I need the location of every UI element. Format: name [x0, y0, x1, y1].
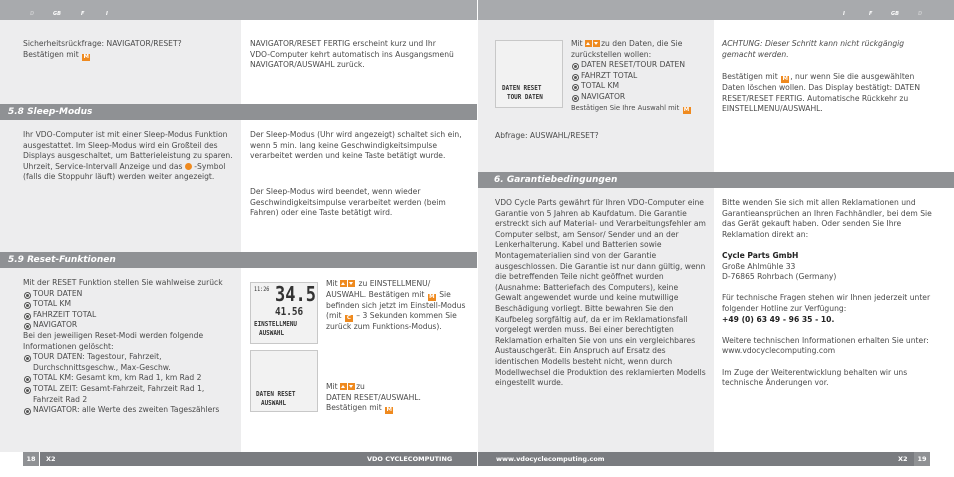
instr-text: Bestätigen mit [326, 403, 382, 413]
lcd-line2: TOUR DATEN [507, 93, 543, 101]
p18-reset-list2 [23, 352, 235, 416]
lang-d-left: D [30, 11, 35, 17]
footer-bar-left [40, 452, 477, 466]
p18-col2-top: NAVIGATOR/RESET FERTIG erscheint kurz und Ihr VDO-Computer kehrt automatisch ins Ausgangsmenü NAVIGATOR/AUSWAHL zurück. [250, 39, 454, 70]
top-bar-left [0, 0, 477, 20]
lang-i-left: I [106, 11, 108, 17]
lcd-line1: EINSTELLMENU [254, 320, 297, 328]
footer-web: www.vdocyclecomputing.com [496, 455, 605, 463]
list-item: TOTAL KM: Gesamt km, km Rad 1, km Rad 2 [23, 373, 235, 384]
lang-f-left: F [81, 11, 85, 17]
panel-left-top [0, 20, 241, 104]
section-title-warranty: 6. Garantiebedingungen [478, 172, 954, 188]
hotline-intro: Für technische Fragen stehen wir Ihnen jederzeit unter folgender Hotline zur Verfügung: [722, 293, 931, 313]
p19-confirm2 [722, 72, 934, 115]
page-number-left: 18 [23, 452, 39, 466]
p18-confirm-label: Bestätigen mit [23, 49, 79, 59]
instr-text: Bestätigen mit [722, 72, 778, 81]
lcd-line1: DATEN RESET [256, 390, 296, 398]
p18-sleep-right-2: Der Sleep-Modus wird beendet, wenn wieder Geschwindigkeitsimpulse verarbeitet werden (beim Fahren) oder eine Taste betätigt wird. [250, 187, 446, 218]
p19-contact [722, 198, 934, 389]
p18-sleep-left-text2: -Symbol (falls die Stoppuhr läuft) werden weiter angezeigt. [23, 161, 226, 182]
instr-text: – 3 Sekunden kommen Sie zurück zum Funktions-Modus). [326, 311, 457, 332]
list-item: TOUR DATEN [23, 289, 235, 300]
lang-f-right: F [869, 11, 873, 17]
contact-intro: Bitte wenden Sie sich mit allen Reklamationen und Garantieansprüchen an Ihren Fachhändler, bei dem Sie das Gerät gekauft haben. Oder senden Sie Ihre Reklamation direkt an: [722, 198, 932, 239]
lcd-display-reset [250, 350, 318, 412]
lcd-distance: 41.56 [275, 305, 304, 318]
p18-reset-intro: Mit der RESET Funktion stellen Sie wahlweise zurück [23, 278, 223, 287]
page-number-right: 19 [914, 452, 930, 466]
list-item: TOTAL ZEIT: Gesamt-Fahrzeit, Fahrzeit Rad 1, Fahrzeit Rad 2 [23, 384, 235, 405]
stopwatch-icon [185, 163, 192, 170]
instr-text: Mit [571, 39, 583, 48]
up-arrow-icon [340, 280, 347, 287]
p18-reset-mid: Bei den jeweiligen Reset-Modi werden folgende Informationen gelöscht: [23, 330, 204, 351]
instr-text: Mit [326, 279, 338, 288]
p18-instr-1 [326, 279, 466, 333]
p18-reset-left [23, 278, 235, 416]
instr-text: , nur wenn Sie die ausgewählten Daten löschen wollen. Das Display bestätigt: DATEN RESET/RESET FERTIG. Automatische Rückkehr zu EINSTELLMENU/AUSWAHL. [722, 72, 921, 114]
instr-text: DATEN RESET/AUSWAHL. [326, 392, 421, 402]
up-arrow-icon [585, 40, 592, 47]
list-item: FAHRZT TOTAL [571, 71, 711, 82]
p18-col1-top [23, 39, 235, 61]
list-item: TOTAL KM [23, 299, 235, 310]
footer-bar-right [478, 452, 914, 466]
list-item: NAVIGATOR: alle Werte des zweiten Tageszählers [23, 405, 235, 416]
p19-warranty-text: VDO Cycle Parts gewährt für Ihren VDO-Computer eine Garantie von 5 Jahren ab Kaufdatum. Die Garantie erstreckt sich auf Material- und Verarbeitungsfehler am Computer selbst, am Sensor/ Sender und an der Lenkerhalterung. Kabel und Batterien sowie Montagematerialien sind von der Garantie ausgeschlossen. Die Garantie ist nur dann gültig, wenn die betreffenden Teile nicht geöffnet wurden (Ausnahme: Batteriefach des Computers), keine Gewalt angewendet wurde und keine mutwillige Beschädigung vorliegt. Bitte bewahren Sie den Kaufbeleg sorgfältig auf, da er im Reklamationsfall vorgelegt werden muss. Bei einer berechtigten Reklamation erhalten Sie von uns ein vergleichbares Austauschgerät. Ein Anspruch auf Ersatz des identischen Modells besteht nicht, wenn durch Modellwechsel die Produktion des reklamierten Modells eingestellt wurde. [495, 198, 706, 388]
lcd-line2: AUSWAHL [261, 399, 287, 407]
p19-list-block [571, 39, 711, 114]
instr-text: Mit [326, 382, 338, 391]
p19-reset-list [571, 60, 711, 102]
p19-warning: ACHTUNG: Dieser Schritt kann nicht rückgängig gemacht werden. [722, 39, 905, 59]
p18-sleep-left-text: Ihr VDO-Computer ist mit einer Sleep-Modus Funktion ausgestattet. Im Sleep-Modus wird ein Großteil des Displays ausgeschaltet, um Batterieleistung zu sparen. Uhrzeit, Service-Intervall Anzeige und das [23, 130, 233, 171]
lcd-speed: 34.5 [275, 282, 316, 306]
footer-model: X2 [46, 455, 56, 463]
hotline-number: +49 (0) 63 49 - 96 35 - 10. [722, 314, 835, 324]
list-item: TOTAL KM [571, 81, 711, 92]
lang-i-right: I [843, 11, 845, 17]
list-item: FAHRZEIT TOTAL [23, 310, 235, 321]
down-arrow-icon [348, 383, 355, 390]
p18-reset-list [23, 289, 235, 331]
c-button-icon: C [346, 315, 351, 322]
m-button-icon: M [386, 407, 392, 414]
m-button-icon: M [683, 106, 690, 113]
lcd-line1: DATEN RESET [502, 84, 542, 92]
section-title-sleep: 5.8 Sleep-Modus [0, 104, 477, 120]
p19-query: Abfrage: AUSWAHL/RESET? [495, 131, 599, 140]
lcd-display-tour [495, 40, 563, 108]
lcd-display-settings [250, 282, 318, 344]
lang-gb-left: GB [53, 11, 61, 17]
up-arrow-icon [340, 383, 347, 390]
p18-sleep-right-1: Der Sleep-Modus (Uhr wird angezeigt) schaltet sich ein, wenn 5 min. lang keine Geschwindigkeitsimpulse verarbeitet werden und keine Taste betätigt wurde. [250, 130, 462, 161]
instr-text: zu [356, 382, 365, 391]
down-arrow-icon [593, 40, 600, 47]
changes-note: Im Zuge der Weiterentwicklung behalten wir uns technische Änderungen vor. [722, 367, 908, 388]
lcd-time: 11:26 [254, 286, 270, 293]
m-button-icon: M [83, 53, 89, 60]
company-street: Große Ahlmühle 33 [722, 261, 796, 271]
list-item: NAVIGATOR [571, 92, 711, 103]
company-city: D-76865 Rohrbach (Germany) [722, 272, 837, 282]
list-item: DATEN RESET/TOUR DATEN [571, 60, 711, 71]
list-item: TOUR DATEN: Tagestour, Fahrzeit, Durchschnittsgeschw., Max-Geschw. [23, 352, 235, 373]
lang-d-right: D [918, 11, 923, 17]
section-title-reset: 5.9 Reset-Funktionen [0, 252, 477, 268]
instr-text: zu den Daten, die Sie zurückstellen wollen: [571, 39, 683, 59]
list-item: NAVIGATOR [23, 320, 235, 331]
footer-model: X2 [898, 455, 908, 463]
footer-brand: VDO CYCLECOMPUTING [367, 455, 453, 463]
lang-gb-right: GB [891, 11, 899, 17]
p18-sleep-left [23, 130, 235, 183]
p18-safety-question: Sicherheitsrückfrage: NAVIGATOR/RESET? [23, 39, 182, 48]
m-button-icon: M [429, 293, 435, 300]
down-arrow-icon [348, 280, 355, 287]
more-info: Weitere technischen Informationen erhalten Sie unter: www.vdocyclecomputing.com [722, 335, 929, 356]
company-name: Cycle Parts GmbH [722, 250, 799, 260]
top-bar-right [478, 0, 954, 20]
m-button-icon: M [782, 76, 788, 82]
p18-instr-2 [326, 382, 466, 414]
instr-text: Bestätigen Sie Ihre Auswahl mit [571, 103, 680, 112]
instr-text: zu EINSTELLMENU/ AUSWAHL. Bestätigen mit [326, 279, 431, 299]
lcd-line2: AUSWAHL [259, 329, 285, 337]
instr-text: Sie befinden sich jetzt im Einstell-Modus (mit [326, 289, 466, 321]
